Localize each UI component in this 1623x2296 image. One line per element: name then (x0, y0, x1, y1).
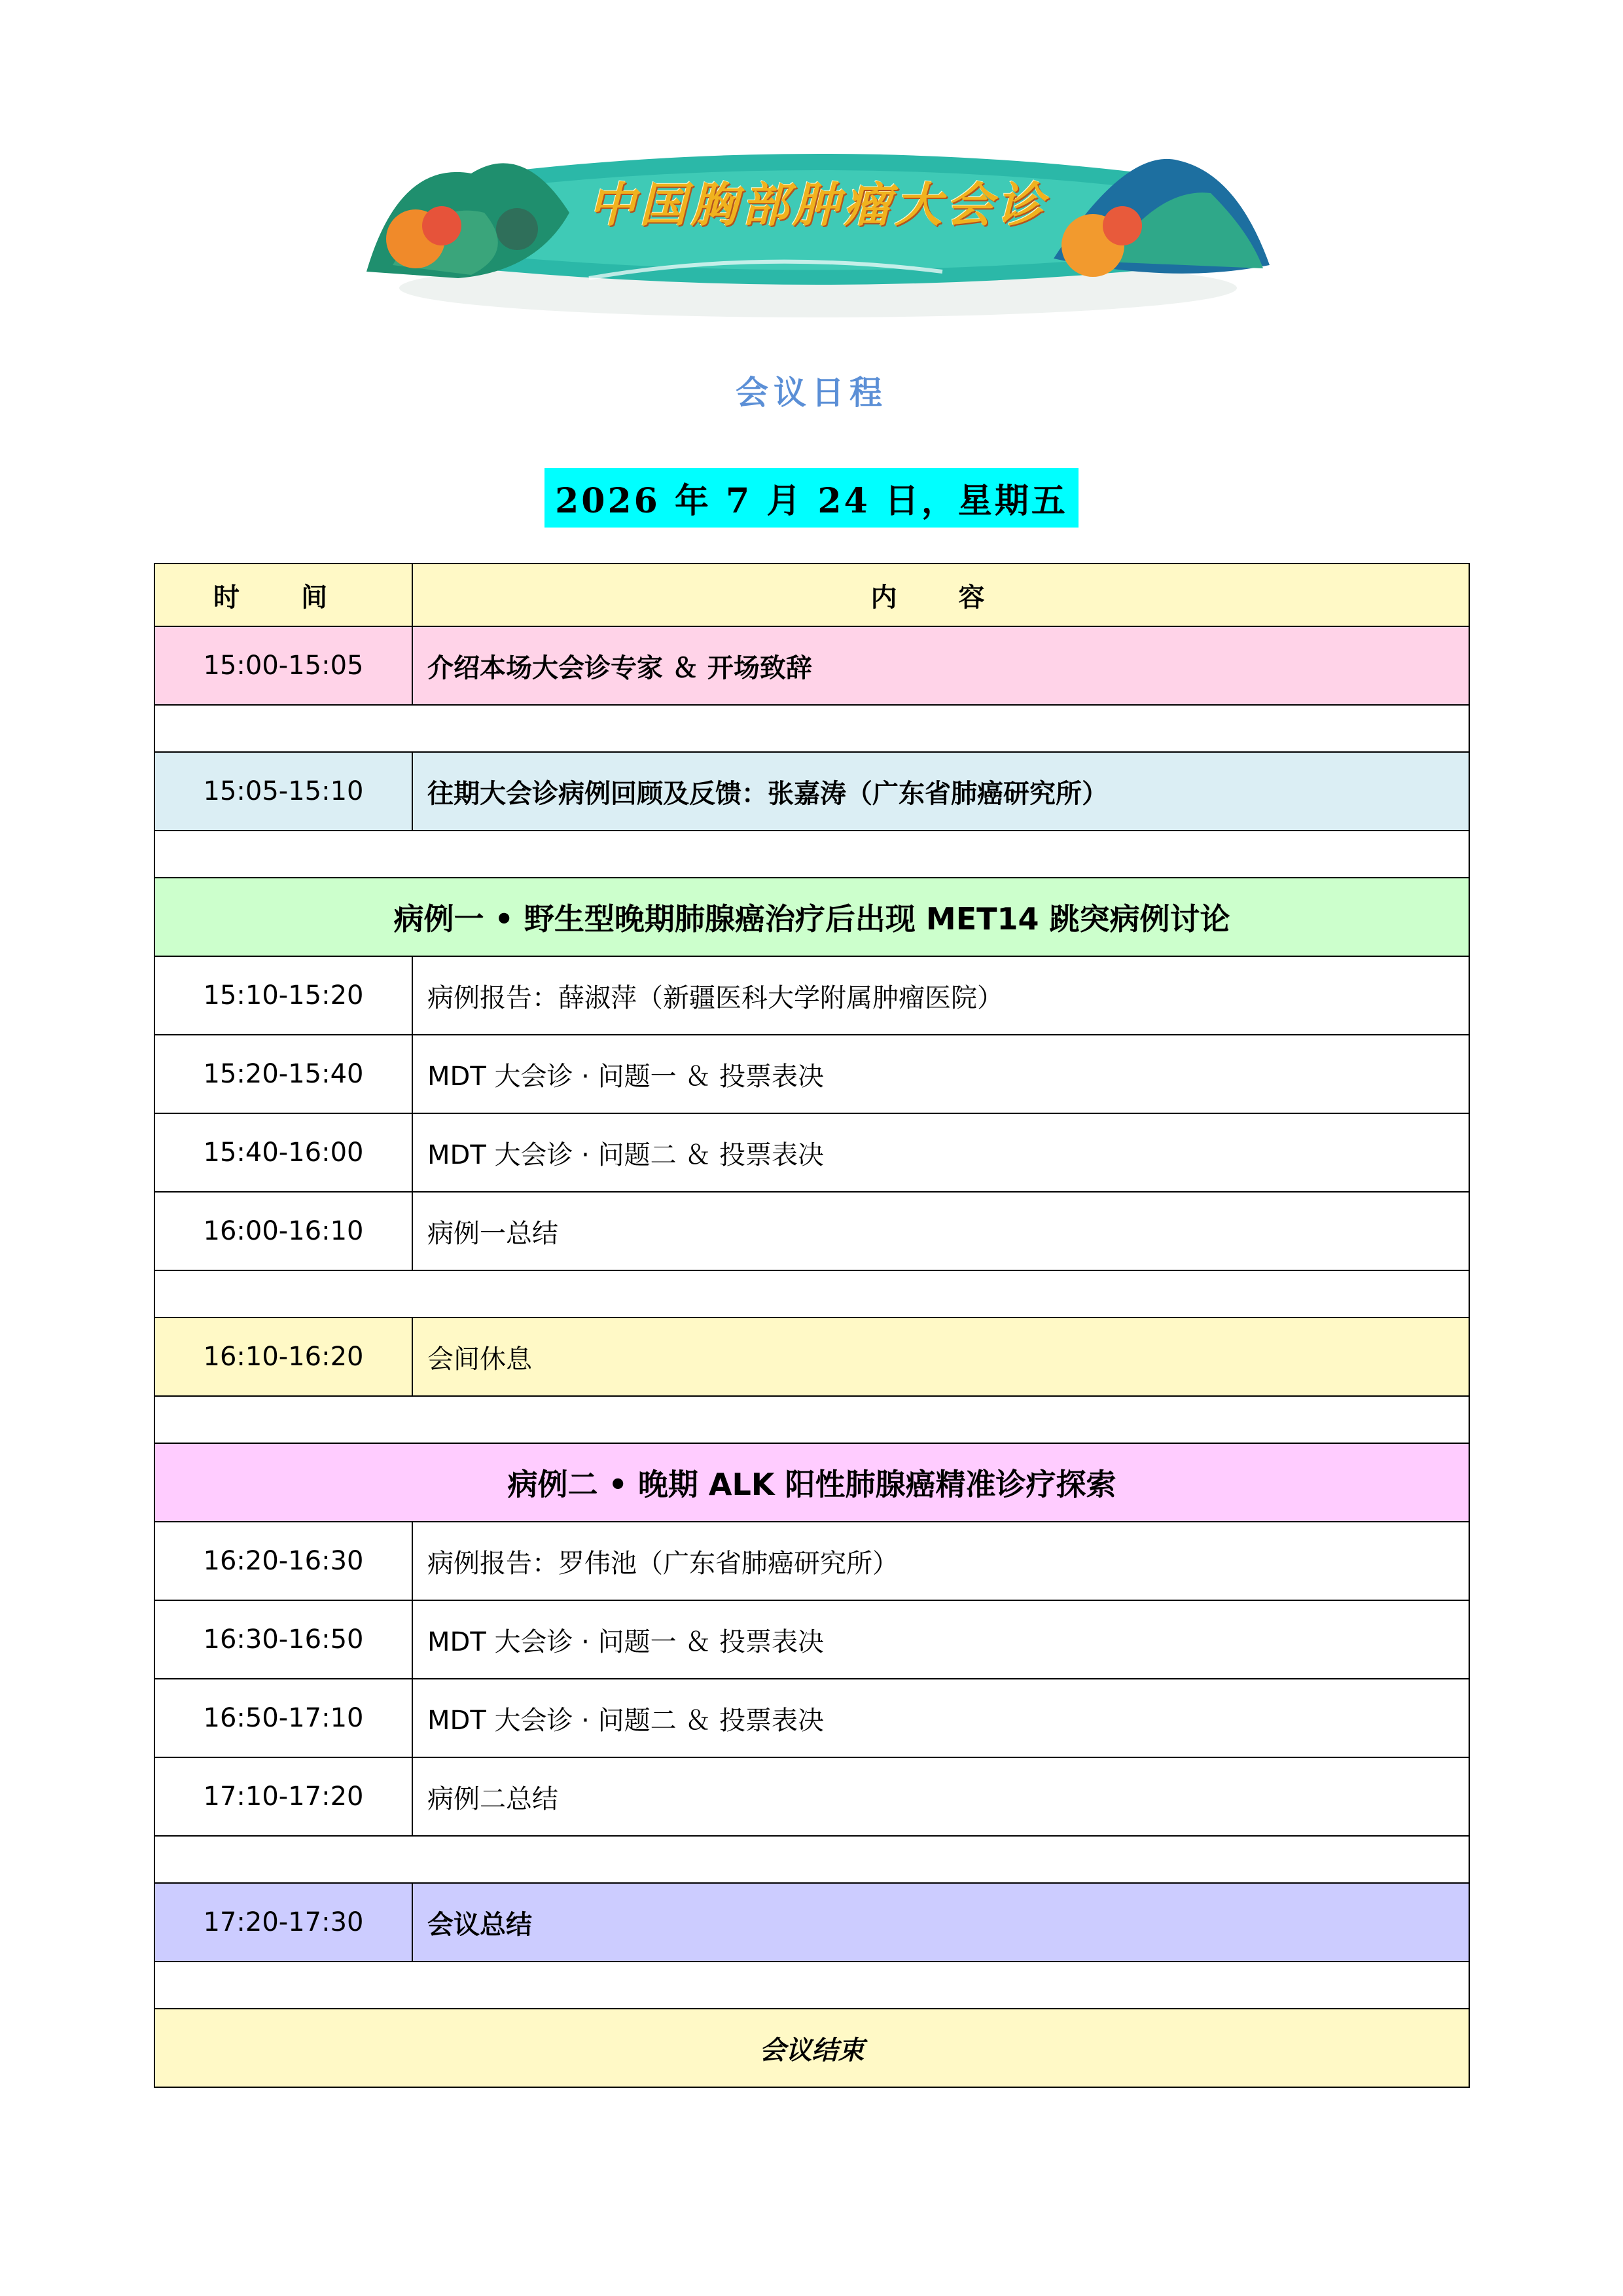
row-time: 17:10-17:20 (154, 1757, 412, 1836)
row-content: 介绍本场大会诊专家 ＆ 开场致辞 (412, 626, 1469, 705)
spacer-row (154, 705, 1469, 752)
table-header-row (154, 564, 1469, 626)
row-time: 16:30-16:50 (154, 1600, 412, 1679)
date-wrap (0, 468, 1623, 528)
case-section-row (154, 1443, 1469, 1522)
schedule-table (154, 563, 1470, 2088)
spacer-row (154, 1836, 1469, 1883)
row-time: 15:00-15:05 (154, 626, 412, 705)
table-row (154, 1600, 1469, 1679)
table-row (154, 1679, 1469, 1757)
header-content: 内 容 (412, 564, 1469, 626)
case1-title: 病例一 • 野生型晚期肺腺癌治疗后出现 MET14 跳突病例讨论 (154, 878, 1469, 956)
row-content: 会间休息 (412, 1318, 1469, 1396)
row-content: 病例二总结 (412, 1757, 1469, 1836)
row-time: 15:20-15:40 (154, 1035, 412, 1113)
page-subtitle: 会议日程 (736, 373, 887, 412)
end-row (154, 2009, 1469, 2087)
meeting-end: 会议结束 (154, 2009, 1469, 2087)
spacer-row (154, 1270, 1469, 1318)
table-row (154, 1522, 1469, 1600)
row-time: 16:20-16:30 (154, 1522, 412, 1600)
row-content: 病例报告：薛淑萍（新疆医科大学附属肿瘤医院） (412, 956, 1469, 1035)
row-content: MDT 大会诊 · 问题二 ＆ 投票表决 (412, 1679, 1469, 1757)
row-content: MDT 大会诊 · 问题一 ＆ 投票表决 (412, 1035, 1469, 1113)
row-time: 16:00-16:10 (154, 1192, 412, 1270)
table-row (154, 1113, 1469, 1192)
banner (353, 134, 1283, 324)
row-time: 15:40-16:00 (154, 1113, 412, 1192)
banner-title: 中国胸部肿瘤大会诊 (588, 177, 1048, 232)
row-content: 病例一总结 (412, 1192, 1469, 1270)
row-content: 会议总结 (412, 1883, 1469, 1962)
table-row (154, 1192, 1469, 1270)
table-row (154, 1883, 1469, 1962)
case2-title: 病例二 • 晚期 ALK 阳性肺腺癌精准诊疗探索 (154, 1443, 1469, 1522)
table-row (154, 1757, 1469, 1836)
row-content: MDT 大会诊 · 问题一 ＆ 投票表决 (412, 1600, 1469, 1679)
spacer-row (154, 1396, 1469, 1443)
row-content: 往期大会诊病例回顾及反馈：张嘉涛（广东省肺癌研究所） (412, 752, 1469, 831)
table-row (154, 956, 1469, 1035)
spacer-row (154, 831, 1469, 878)
case-section-row (154, 878, 1469, 956)
table-row (154, 1035, 1469, 1113)
row-time: 15:10-15:20 (154, 956, 412, 1035)
table-row (154, 626, 1469, 705)
header-time: 时 间 (154, 564, 412, 626)
table-row (154, 1318, 1469, 1396)
row-time: 16:50-17:10 (154, 1679, 412, 1757)
row-content: 病例报告：罗伟池（广东省肺癌研究所） (412, 1522, 1469, 1600)
meeting-date: 2026 年 7 月 24 日，星期五 (544, 468, 1079, 528)
spacer-row (154, 1962, 1469, 2009)
row-content: MDT 大会诊 · 问题二 ＆ 投票表决 (412, 1113, 1469, 1192)
table-row (154, 752, 1469, 831)
row-time: 17:20-17:30 (154, 1883, 412, 1962)
row-time: 16:10-16:20 (154, 1318, 412, 1396)
row-time: 15:05-15:10 (154, 752, 412, 831)
